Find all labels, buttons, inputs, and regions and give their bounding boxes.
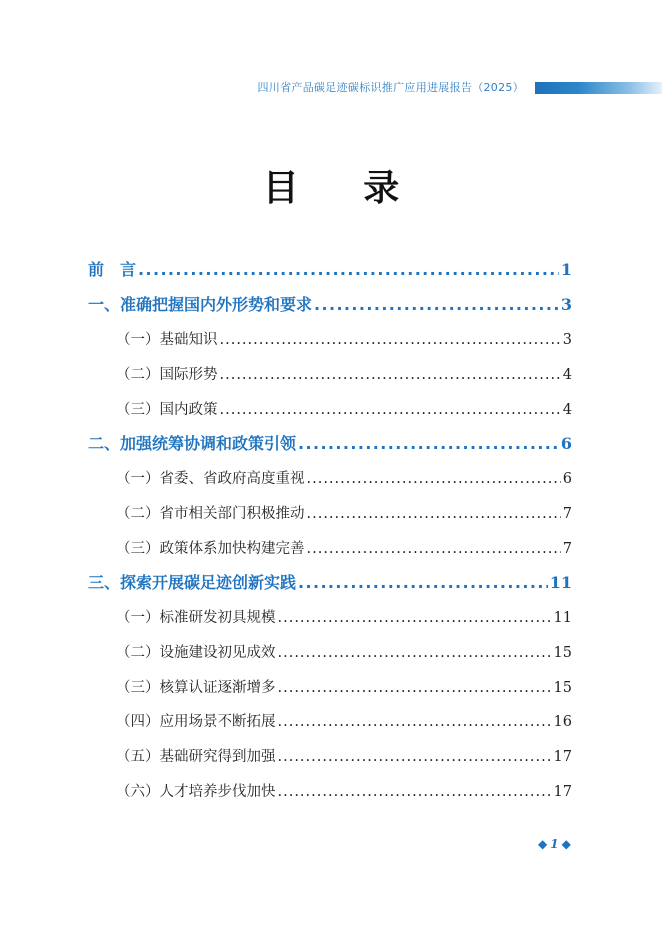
toc-label: （一）基础知识 [116, 332, 218, 348]
toc-label: （二）省市相关部门积极推动 [116, 506, 305, 522]
toc-page-number: 3 [560, 295, 572, 314]
toc-leader-dots [307, 496, 561, 532]
toc-label: 三、探索开展碳足迹创新实践 [88, 573, 297, 592]
toc-leader-dots [220, 392, 561, 428]
header-decorative-bar [533, 82, 662, 94]
toc-leader-dots [307, 461, 561, 497]
toc-entry-section[interactable] [116, 461, 572, 497]
toc-label: 二、加强统筹协调和政策引领 [88, 434, 297, 453]
toc-leader-dots [278, 739, 552, 775]
toc-entry-section[interactable] [116, 774, 572, 810]
toc-label: （四）应用场景不断拓展 [116, 714, 276, 730]
toc-leader-dots [278, 670, 552, 706]
toc-page-number: 16 [553, 714, 572, 730]
toc-leader-dots [314, 287, 559, 323]
page-title: 目 录 [262, 168, 426, 209]
toc-page-number: 15 [553, 680, 572, 696]
toc-page-number: 6 [560, 434, 572, 453]
toc-page-number: 1 [560, 260, 572, 279]
toc-page-number: 17 [553, 749, 572, 765]
toc-page-number: 11 [553, 610, 572, 626]
toc-page-number: 6 [562, 471, 572, 487]
toc-entry-chapter-1[interactable] [88, 287, 572, 323]
toc-leader-dots [278, 704, 552, 740]
toc-entry-chapter-2[interactable] [88, 426, 572, 462]
toc-label: 一、准确把握国内外形势和要求 [88, 295, 313, 314]
toc-leader-dots [278, 774, 552, 810]
toc-entry-section[interactable] [116, 600, 572, 636]
toc-leader-dots [220, 322, 561, 358]
toc-entry-preface[interactable] [88, 252, 572, 288]
toc-page-number: 15 [553, 645, 572, 661]
toc-entry-section[interactable] [116, 496, 572, 532]
toc-label: （二）设施建设初见成效 [116, 645, 276, 661]
running-header [0, 79, 662, 97]
toc-label: （二）国际形势 [116, 367, 218, 383]
toc-leader-dots [138, 252, 559, 288]
toc-entry-section[interactable] [116, 670, 572, 706]
toc-entry-chapter-3[interactable] [88, 565, 572, 601]
toc-entry-section[interactable] [116, 392, 572, 428]
toc-label: （三）政策体系加快构建完善 [116, 541, 305, 557]
header-bar-divider [533, 82, 535, 94]
toc-page-number: 7 [562, 506, 572, 522]
page-footer [538, 837, 571, 851]
footer-page-number: 1 [550, 837, 559, 851]
toc-leader-dots [298, 426, 559, 462]
toc-entry-section[interactable] [116, 531, 572, 567]
toc-page-number: 7 [562, 541, 572, 557]
toc-page-number: 4 [562, 402, 572, 418]
diamond-icon: ◆ [561, 837, 571, 851]
toc-entry-section[interactable] [116, 357, 572, 393]
diamond-icon: ◆ [538, 837, 548, 851]
toc-entry-section[interactable] [116, 739, 572, 775]
header-title: 四川省产品碳足迹碳标识推广应用进展报告（2025） [257, 81, 524, 94]
toc-leader-dots [278, 600, 552, 636]
toc-label: （五）基础研究得到加强 [116, 749, 276, 765]
toc-page-number: 3 [562, 332, 572, 348]
toc-label: （六）人才培养步伐加快 [116, 784, 276, 800]
toc-label: （三）核算认证逐渐增多 [116, 680, 276, 696]
toc-entry-section[interactable] [116, 322, 572, 358]
toc-entry-section[interactable] [116, 635, 572, 671]
toc-label: （三）国内政策 [116, 402, 218, 418]
toc-entry-section[interactable] [116, 704, 572, 740]
toc-label: （一）省委、省政府高度重视 [116, 471, 305, 487]
toc-leader-dots [307, 531, 561, 567]
toc-label: 前 言 [88, 260, 137, 279]
toc-leader-dots [278, 635, 552, 671]
toc-page-number: 11 [549, 573, 572, 592]
toc-label: （一）标准研发初具规模 [116, 610, 276, 626]
toc-leader-dots [220, 357, 561, 393]
toc-page-number: 17 [553, 784, 572, 800]
toc-leader-dots [298, 565, 548, 601]
toc-page-number: 4 [562, 367, 572, 383]
